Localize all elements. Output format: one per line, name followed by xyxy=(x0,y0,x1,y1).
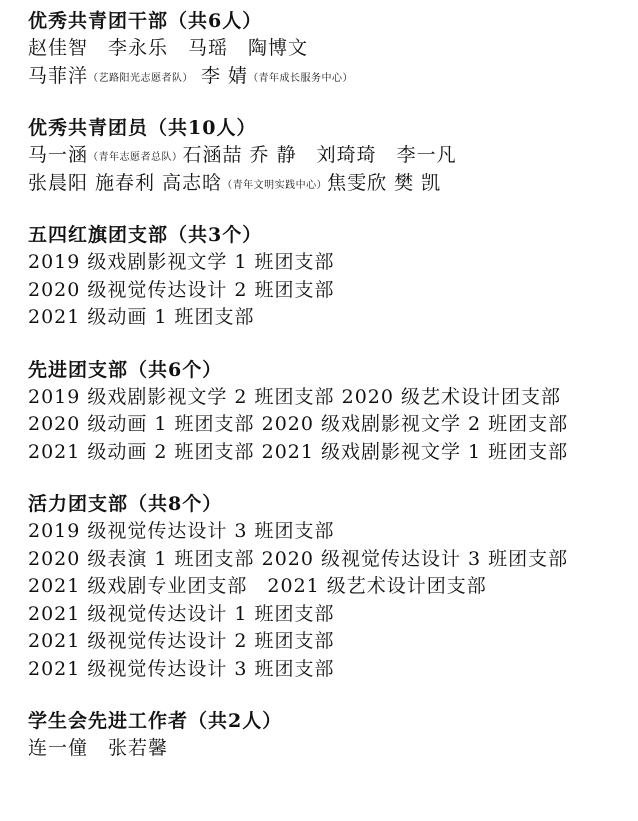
section-outstanding-league-cadres xyxy=(28,8,628,90)
person-name: 连一僮 xyxy=(28,737,89,759)
section-outstanding-league-members xyxy=(28,115,628,197)
branch-line: 2019 级戏剧影视文学 1 班团支部 xyxy=(28,251,335,273)
branch-line: 2020 级动画 1 班团支部 2020 级戏剧影视文学 2 班团支部 xyxy=(28,413,569,435)
person-name: 陶博文 xyxy=(248,37,309,59)
person-names: 石涵喆 乔 静 xyxy=(182,144,297,166)
person-names: 张晨阳 施春利 高志晗 xyxy=(28,171,223,194)
section-may-fourth-red-flag-branches xyxy=(28,222,628,332)
person-name: 李永乐 xyxy=(108,37,169,59)
section-title: 学生会先进工作者（共2人） xyxy=(28,710,283,732)
person-name: 李 婧 xyxy=(201,64,249,87)
name-list-line xyxy=(28,142,628,170)
name-list-line xyxy=(28,170,628,198)
branch-line: 2020 级表演 1 班团支部 2020 级视觉传达设计 3 班团支部 xyxy=(28,547,569,570)
section-vibrant-league-branches xyxy=(28,491,628,683)
affiliation-note: （青年成长服务中心） xyxy=(248,72,354,84)
name-list-line xyxy=(28,35,628,63)
branch-line: 2021 级视觉传达设计 1 班团支部 xyxy=(28,602,335,625)
affiliation-note: （艺路阳光志愿者队） xyxy=(88,72,194,84)
affiliation-note: （青年志愿者总队） xyxy=(88,152,183,163)
branch-line: 2021 级戏剧专业团支部 2021 级艺术设计团支部 xyxy=(28,575,487,597)
section-title: 优秀共青团干部（共6人） xyxy=(28,10,263,32)
person-name: 马瑶 xyxy=(188,37,229,59)
section-student-union-advanced-workers xyxy=(28,708,628,763)
person-name: 马一涵 xyxy=(28,144,89,166)
name-list-line xyxy=(28,735,628,763)
branch-line: 2021 级视觉传达设计 2 班团支部 xyxy=(28,630,335,652)
affiliation-note: （青年文明实践中心） xyxy=(222,179,328,191)
branch-line: 2021 级视觉传达设计 3 班团支部 xyxy=(28,657,335,680)
section-title: 先进团支部（共6个） xyxy=(28,358,223,381)
person-name: 李一凡 xyxy=(396,144,457,166)
section-title: 五四红旗团支部（共3个） xyxy=(28,224,263,246)
person-name: 赵佳智 xyxy=(28,37,89,59)
person-name: 刘琦琦 xyxy=(316,144,377,166)
section-title: 活力团支部（共8个） xyxy=(28,493,223,515)
name-list-line xyxy=(28,63,628,91)
branch-line: 2021 级动画 1 班团支部 xyxy=(28,306,255,328)
branch-line: 2019 级戏剧影视文学 2 班团支部 2020 级艺术设计团支部 xyxy=(28,385,561,408)
section-title: 优秀共青团员（共10人） xyxy=(28,117,257,139)
branch-line: 2021 级动画 2 班团支部 2021 级戏剧影视文学 1 班团支部 xyxy=(28,440,569,463)
section-advanced-league-branches xyxy=(28,357,628,467)
person-names: 焦雯欣 樊 凯 xyxy=(327,171,442,194)
person-name: 马菲洋 xyxy=(28,64,89,87)
person-name: 张若馨 xyxy=(108,737,169,759)
document-page xyxy=(28,8,628,763)
branch-line: 2019 级视觉传达设计 3 班团支部 xyxy=(28,520,335,542)
branch-line: 2020 级视觉传达设计 2 班团支部 xyxy=(28,278,335,301)
